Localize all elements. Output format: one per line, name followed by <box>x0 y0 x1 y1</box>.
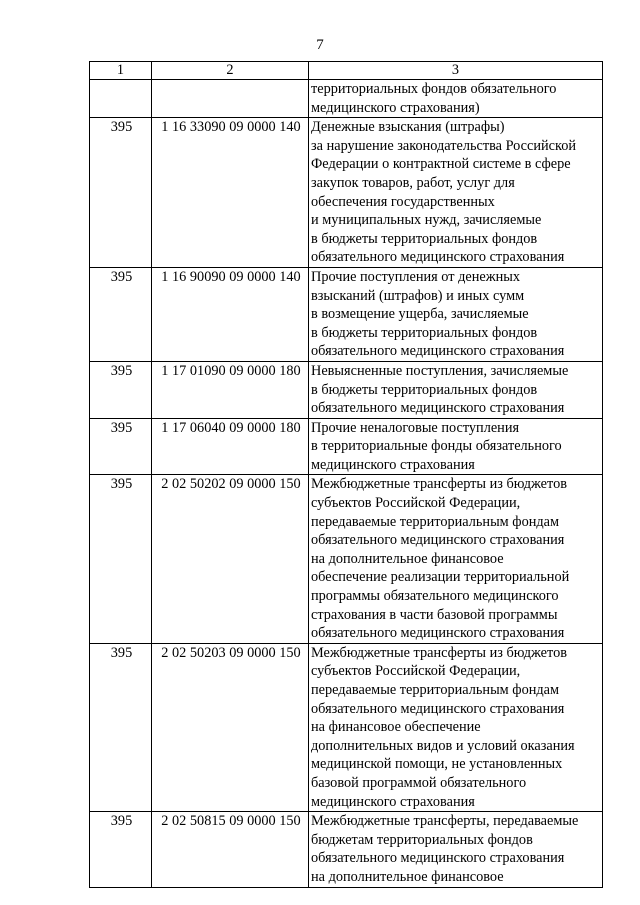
table-row <box>90 418 603 475</box>
revenue-name-line: обязательного медицинского страхования <box>311 249 565 266</box>
table-row <box>90 475 603 643</box>
revenue-name-cell <box>309 361 603 418</box>
admin-code-cell: 395 <box>90 418 152 475</box>
table-row <box>90 643 603 811</box>
table-row <box>90 80 603 118</box>
revenue-name-line: Прочие поступления от денежных <box>311 268 520 285</box>
revenue-name-line: обеспечение реализации территориальной <box>311 569 570 586</box>
revenue-name-line: Федерации о контрактной системе в сфере <box>311 156 571 173</box>
revenue-name-line: передаваемые территориальным фондам <box>311 682 560 698</box>
table-row <box>90 118 603 268</box>
revenue-name-line: субъектов Российской Федерации, <box>311 495 521 512</box>
revenue-name-line: в бюджеты территориальных фондов <box>311 381 538 398</box>
budget-code-cell: 2 02 50202 09 0000 150 <box>152 475 309 643</box>
admin-code-cell: 395 <box>90 118 152 268</box>
budget-code-cell: 1 17 06040 09 0000 180 <box>152 418 309 475</box>
budget-code-cell: 1 16 33090 09 0000 140 <box>152 118 309 268</box>
revenue-name-line: страхования в части базовой программы <box>311 606 558 623</box>
table-row <box>90 267 603 361</box>
revenue-name-line: за нарушение законодательства Российской <box>311 137 577 154</box>
admin-code-cell <box>90 80 152 118</box>
budget-code-cell: 1 17 01090 09 0000 180 <box>152 361 309 418</box>
revenue-name-cell <box>309 80 603 118</box>
revenue-name-line: на финансовое обеспечение <box>311 719 481 736</box>
revenue-name-line: Межбюджетные трансферты из бюджетов <box>311 644 567 661</box>
table-row <box>90 812 603 887</box>
revenue-name-line: и муниципальных нужд, зачисляемые <box>311 212 542 229</box>
header-col-2: 2 <box>152 62 309 80</box>
revenue-name-line: обеспечения государственных <box>311 193 495 210</box>
revenue-name-line: дополнительных видов и условий оказания <box>311 737 575 754</box>
revenue-codes-table <box>89 61 603 888</box>
revenue-name-line: Межбюджетные трансферты из бюджетов <box>311 476 567 493</box>
revenue-name-line: обязательного медицинского страхования <box>311 400 565 417</box>
admin-code-cell: 395 <box>90 475 152 643</box>
admin-code-cell: 395 <box>90 361 152 418</box>
revenue-name-line: Невыясненные поступления, зачисляемые <box>311 362 569 379</box>
revenue-name-line: на дополнительное финансовое <box>311 868 504 885</box>
revenue-name-line: медицинского страхования <box>311 793 475 810</box>
revenue-name-line: в бюджеты территориальных фондов <box>311 230 538 247</box>
revenue-name-line: медицинской помощи, не установленных <box>311 756 563 773</box>
revenue-name-cell <box>309 418 603 475</box>
revenue-name-line: медицинского страхования) <box>311 99 480 116</box>
revenue-name-line: в возмещение ущерба, зачисляемые <box>311 306 529 323</box>
header-col-1: 1 <box>90 62 152 80</box>
revenue-name-line: субъектов Российской Федерации, <box>311 663 521 680</box>
budget-code-cell: 1 16 90090 09 0000 140 <box>152 267 309 361</box>
revenue-name-line: передаваемые территориальным фондам <box>311 513 560 530</box>
budget-code-cell: 2 02 50203 09 0000 150 <box>152 643 309 811</box>
revenue-name-cell <box>309 812 603 887</box>
revenue-name-line: взысканий (штрафов) и иных сумм <box>311 287 525 304</box>
table-body <box>90 80 603 888</box>
revenue-name-line: обязательного медицинского страхования <box>311 625 565 642</box>
revenue-name-line: в территориальные фонды обязательного <box>311 438 562 455</box>
revenue-name-cell <box>309 118 603 268</box>
revenue-name-line: Межбюджетные трансферты, передаваемые <box>311 813 579 830</box>
admin-code-cell: 395 <box>90 812 152 887</box>
revenue-name-line: обязательного медицинского страхования <box>311 850 565 867</box>
revenue-name-line: территориальных фондов обязательного <box>311 81 557 97</box>
admin-code-cell: 395 <box>90 267 152 361</box>
budget-code-cell <box>152 80 309 118</box>
revenue-name-line: обязательного медицинского страхования <box>311 532 565 549</box>
table-header-row <box>90 62 603 80</box>
admin-code-cell: 395 <box>90 643 152 811</box>
revenue-name-line: базовой программой обязательного <box>311 774 527 791</box>
revenue-name-line: в бюджеты территориальных фондов <box>311 324 538 341</box>
revenue-name-line: бюджетам территориальных фондов <box>311 831 533 848</box>
revenue-name-line: Прочие неналоговые поступления <box>311 419 520 436</box>
revenue-name-line: программы обязательного медицинского <box>311 588 559 605</box>
header-col-3: 3 <box>309 62 603 80</box>
revenue-name-line: обязательного медицинского страхования <box>311 700 565 717</box>
revenue-name-cell <box>309 475 603 643</box>
revenue-name-line: закупок товаров, работ, услуг для <box>311 174 515 191</box>
revenue-name-line: Денежные взыскания (штрафы) <box>311 119 505 136</box>
revenue-name-line: на дополнительное финансовое <box>311 550 504 567</box>
revenue-name-line: обязательного медицинского страхования <box>311 343 565 360</box>
budget-code-cell: 2 02 50815 09 0000 150 <box>152 812 309 887</box>
revenue-name-cell <box>309 267 603 361</box>
table-row <box>90 361 603 418</box>
revenue-name-cell <box>309 643 603 811</box>
revenue-name-line: медицинского страхования <box>311 456 475 473</box>
page-number: 7 <box>316 37 324 53</box>
